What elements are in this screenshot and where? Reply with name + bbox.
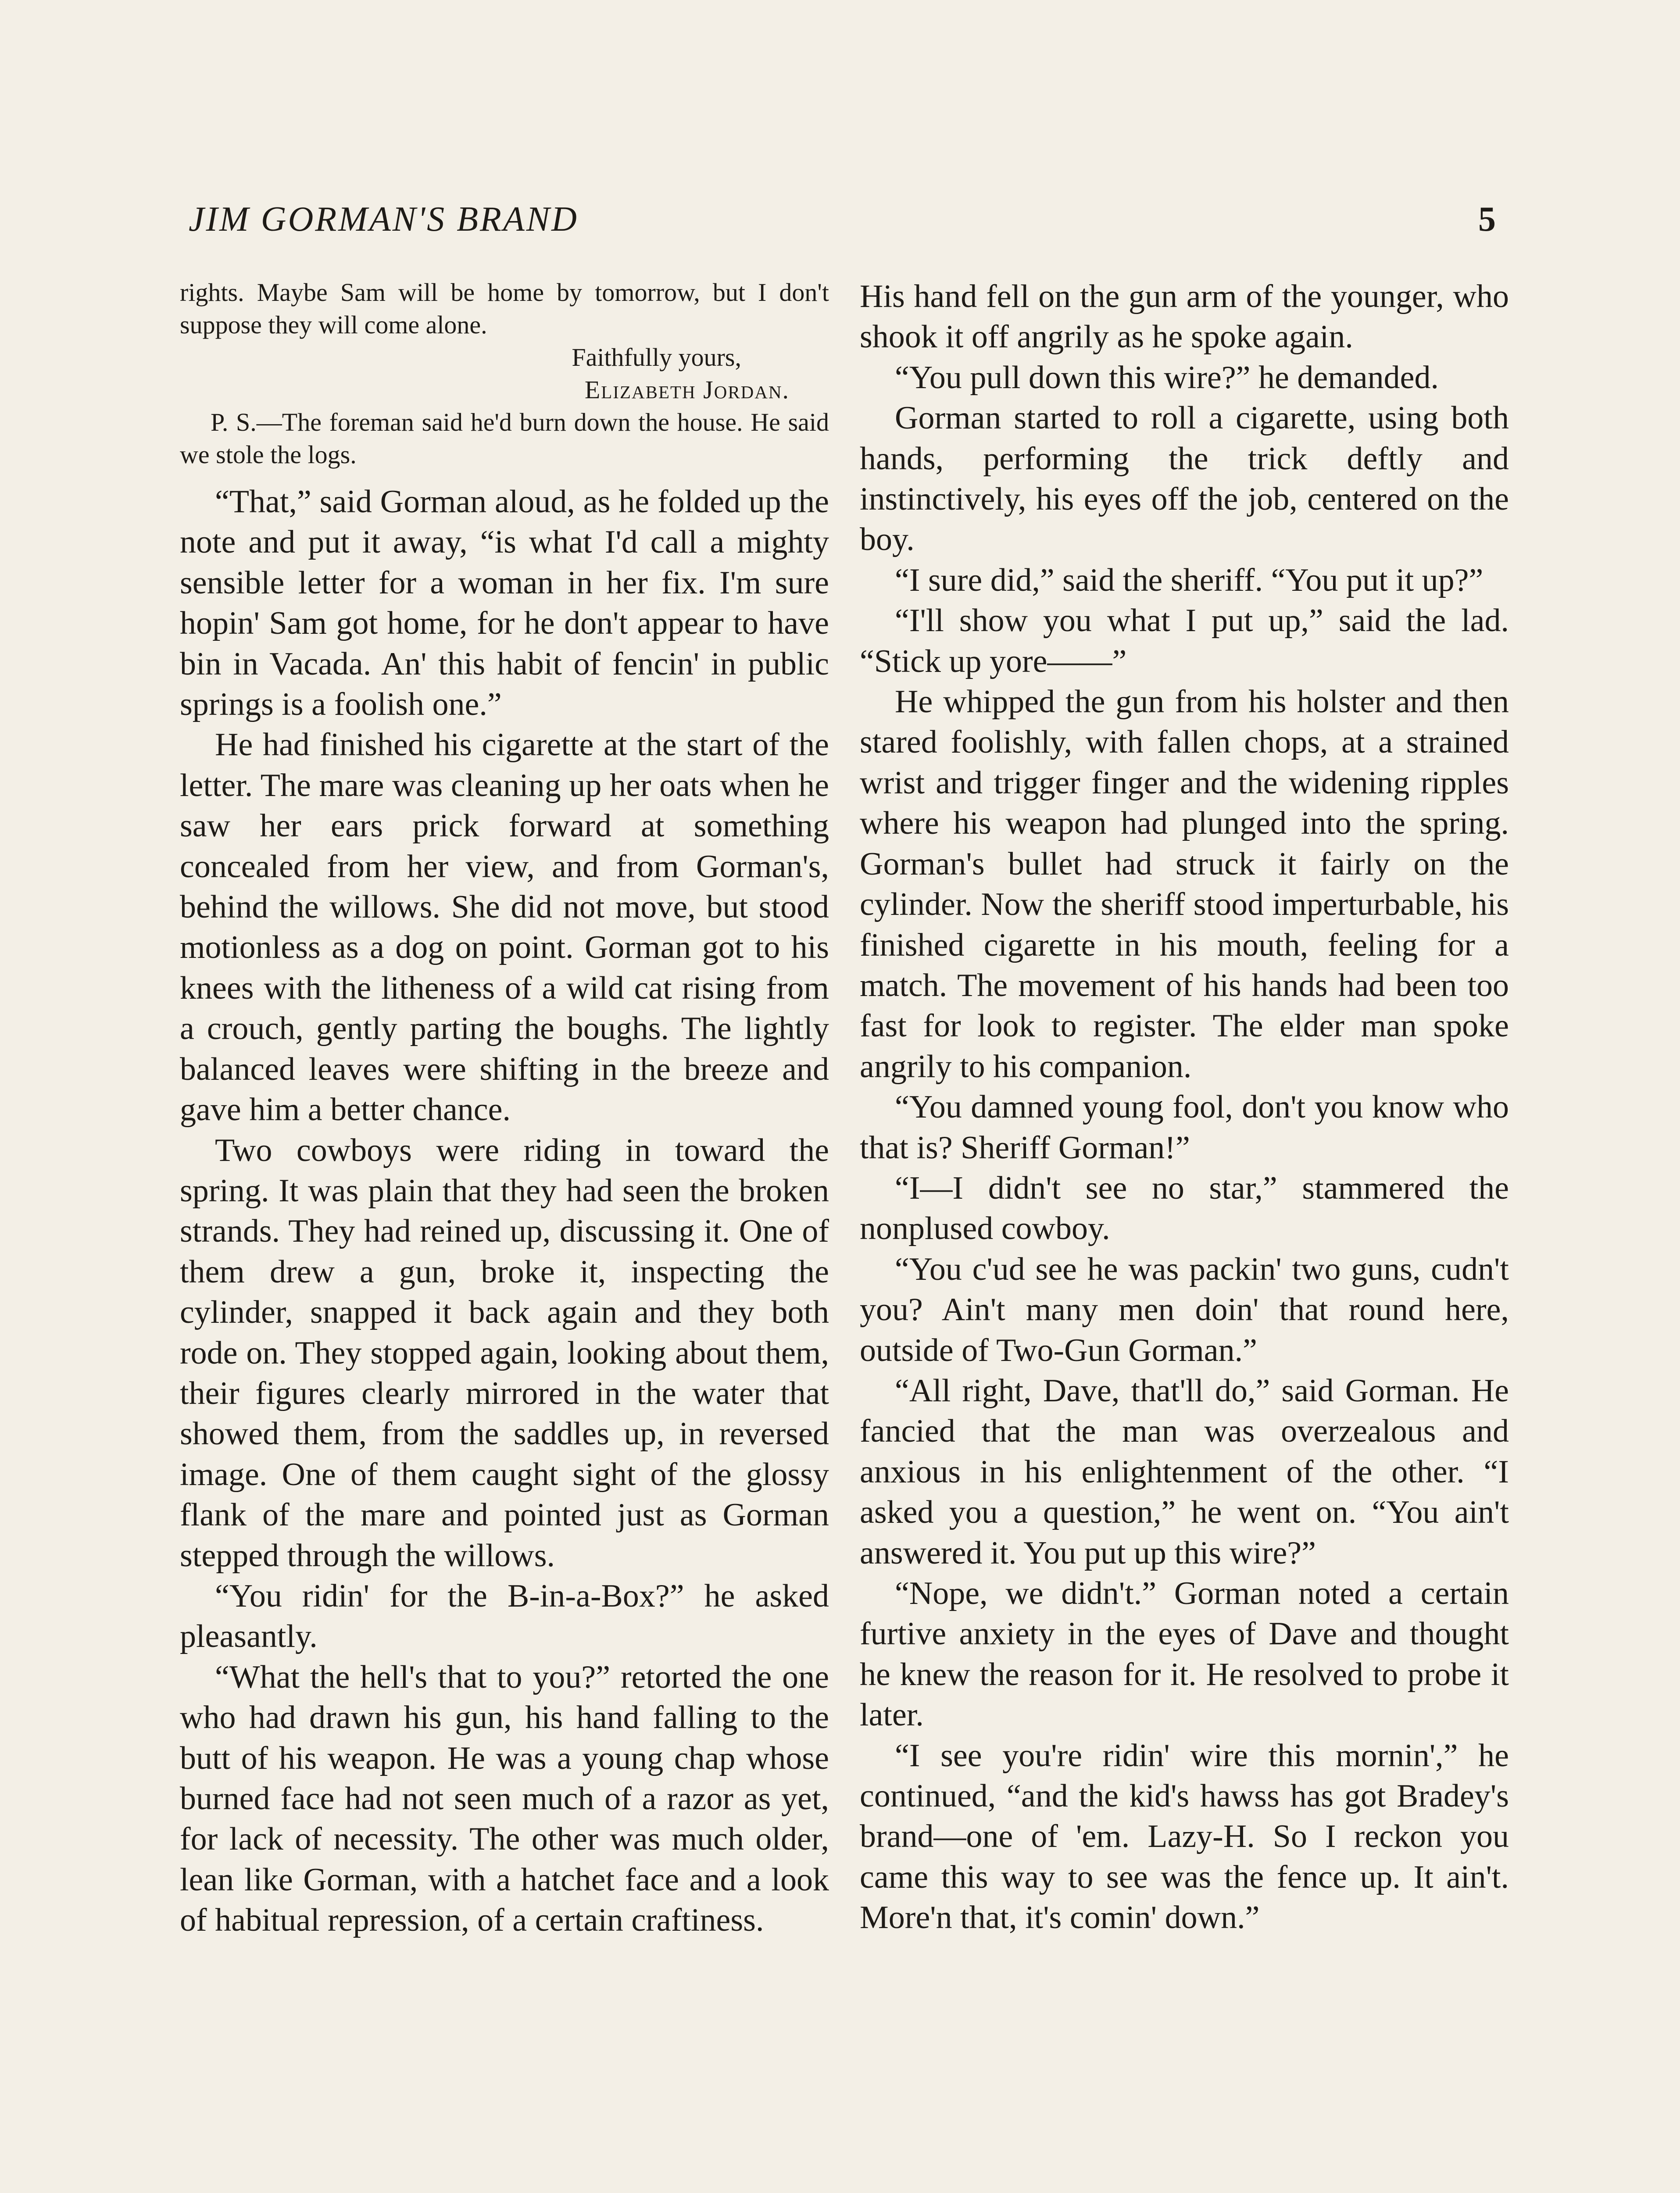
page-header	[189, 200, 1496, 248]
paragraph: He had finished his cigarette at the start of the letter. The mare was cleaning up her oats when he saw her ears prick forward at something concealed from her view, and from Gorman's, behind the willows. She did not move, but stood motionless as a dog on point. Gorman got to his knees with the litheness of a wild cat rising from a crouch, gently parting the boughs. The lightly balanced leaves were shifting in the breeze and gave him a better chance.	[180, 727, 829, 1128]
letter-closing: Faithfully yours,	[572, 343, 741, 371]
letter-body	[180, 276, 829, 406]
paragraph: “You damned young fool, don't you know who that is? Sheriff Gorman!”	[860, 1089, 1509, 1166]
paragraph: His hand fell on the gun arm of the younger, who shook it off angrily as he spoke again.	[860, 279, 1509, 355]
paragraph: Gorman started to roll a cigarette, using both hands, performing the trick deftly and instinctively, his eyes off the job, centered on the boy.	[860, 400, 1509, 558]
paragraph: “I sure did,” said the sheriff. “You put it up?”	[895, 562, 1483, 598]
paragraph: “All right, Dave, that'll do,” said Gorman. He fancied that the man was overzealous and anxious in his enlightenment of the other. “I asked you a question,” he went on. “You ain't answered it. You put up this wire?”	[860, 1372, 1509, 1571]
paragraph: “I—I didn't see no star,” stammered the nonplused cowboy.	[860, 1170, 1509, 1247]
letter-body-text: rights. Maybe Sam will be home by tomorrow, but I don't suppose they will come alone.	[180, 278, 829, 339]
paragraph: “Nope, we didn't.” Gorman noted a certain furtive anxiety in the eyes of Dave and thought he knew the reason for it. He resolved to probe it later.	[860, 1575, 1509, 1733]
paragraph: “I'll show you what I put up,” said the lad. “Stick up yore——”	[860, 603, 1509, 679]
right-column	[860, 276, 1509, 1938]
paragraph: “I see you're ridin' wire this mornin',” he continued, “and the kid's hawss has got Bradey's brand—one of 'em. Lazy-H. So I reckon you came this way to see was the fence up. It ain't. More'n that, it's comin' down.”	[860, 1737, 1509, 1936]
paragraph: “You c'ud see he was packin' two guns, cudn't you? Ain't many men doin' that round here, outside of Two-Gun Gorman.”	[860, 1251, 1509, 1368]
paragraph: Two cowboys were riding in toward the spring. It was plain that they had seen the broken strands. They had reined up, discussing it. One of them drew a gun, broke it, inspecting the cylinder, snapped it back again and they both rode on. They stopped again, looking about them, their figures clearly mirrored in the water that showed them, from the saddles up, in reversed image. One of them caught sight of the glossy flank of the mare and pointed just as Gorman stepped through the willows.	[180, 1132, 829, 1574]
running-title: JIM GORMAN'S BRAND	[189, 200, 579, 239]
paragraph: “What the hell's that to you?” retorted the one who had drawn his gun, his hand falling to the butt of his weapon. He was a young chap whose burned face had not seen much of a razor as yet, for lack of necessity. The other was much older, lean like Gorman, with a hatchet face and a look of habitual repression, of a certain craftiness.	[180, 1659, 829, 1939]
paragraph: “You ridin' for the B-in-a-Box?” he asked pleasantly.	[180, 1578, 829, 1655]
page-number: 5	[1478, 200, 1496, 239]
letter-signature: Elizabeth Jordan.	[584, 375, 790, 404]
paragraph: “That,” said Gorman aloud, as he folded up the note and put it away, “is what I'd call a mighty sensible letter for a woman in her fix. I'm sure hopin' Sam got home, for he don't appear to have bin in Vacada. An' this habit of fencin' in public springs is a foolish one.”	[180, 484, 829, 723]
left-column	[180, 276, 829, 1941]
letter-excerpt	[180, 276, 829, 471]
letter-postscript: P. S.—The foreman said he'd burn down the house. He said we stole the logs.	[180, 408, 829, 469]
paragraph: “You pull down this wire?” he demanded.	[895, 359, 1439, 396]
paragraph: He whipped the gun from his holster and then stared foolishly, with fallen chops, at a strained wrist and trigger finger and the widening ripples where his weapon had plunged into the spring. Gorman's bullet had struck it fairly on the cylinder. Now the sheriff stood imperturbable, his finished cigarette in his mouth, feeling for a match. The movement of his hands had been too fast for look to register. The elder man spoke angrily to his companion.	[860, 684, 1509, 1085]
